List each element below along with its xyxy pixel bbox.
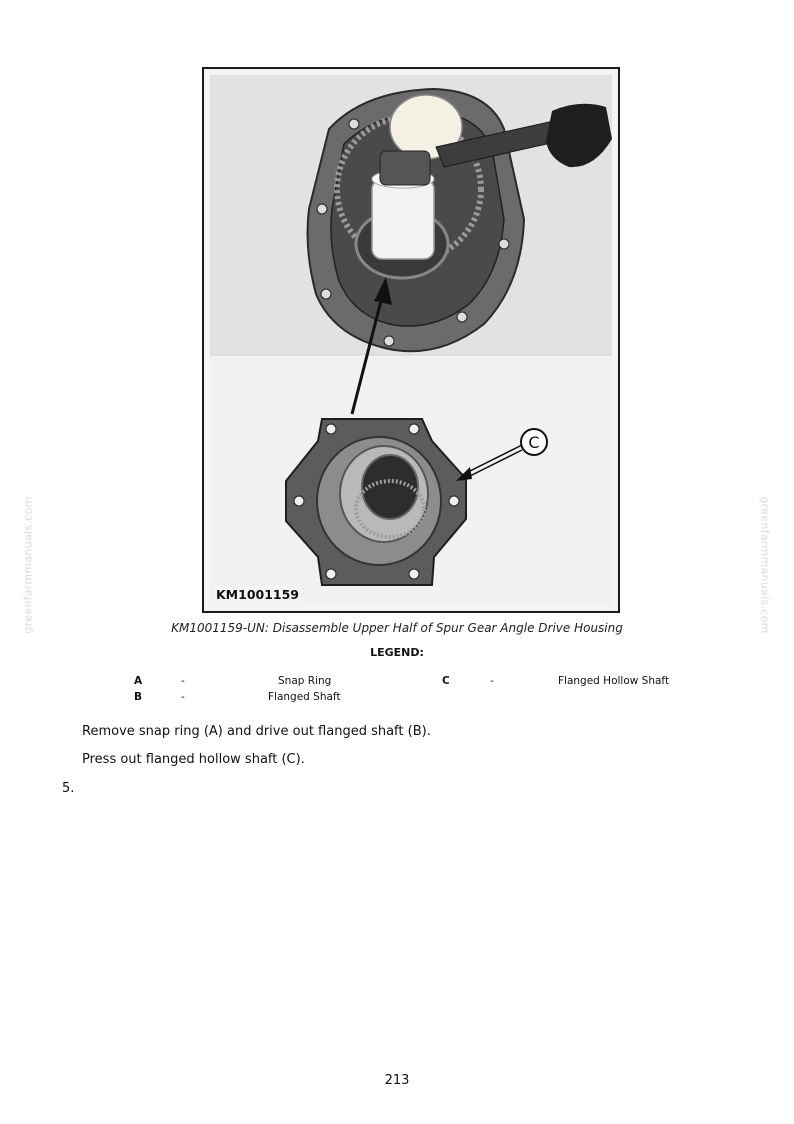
figure-id-label: KM1001159 [216, 587, 300, 602]
legend-key: A [134, 675, 143, 687]
legend-dash: - [181, 691, 185, 703]
legend-title: LEGEND: [370, 646, 424, 659]
watermark-right: greenfarmmanuals.com [758, 496, 772, 634]
page-number: 213 [384, 1073, 410, 1088]
watermark-left: greenfarmmanuals.com [21, 496, 35, 634]
legend-value: Flanged Hollow Shaft [558, 675, 670, 687]
legend-value: Flanged Shaft [268, 691, 341, 703]
legend-key: C [442, 675, 450, 687]
callout-letter: C [528, 433, 540, 452]
step-number: 5. [62, 781, 75, 796]
step-text-2: Press out flanged hollow shaft (C). [82, 752, 305, 767]
figure-caption: KM1001159-UN: Disassemble Upper Half of Spur Gear Angle Drive Housing [171, 621, 623, 635]
legend-dash: - [490, 675, 494, 687]
legend-dash: - [181, 675, 185, 687]
figure-photo [202, 67, 620, 613]
step-text-1: Remove snap ring (A) and drive out flanged shaft (B). [82, 724, 431, 739]
legend-key: B [134, 691, 143, 703]
legend-value: Snap Ring [278, 675, 332, 687]
housing-illustration [204, 69, 618, 611]
